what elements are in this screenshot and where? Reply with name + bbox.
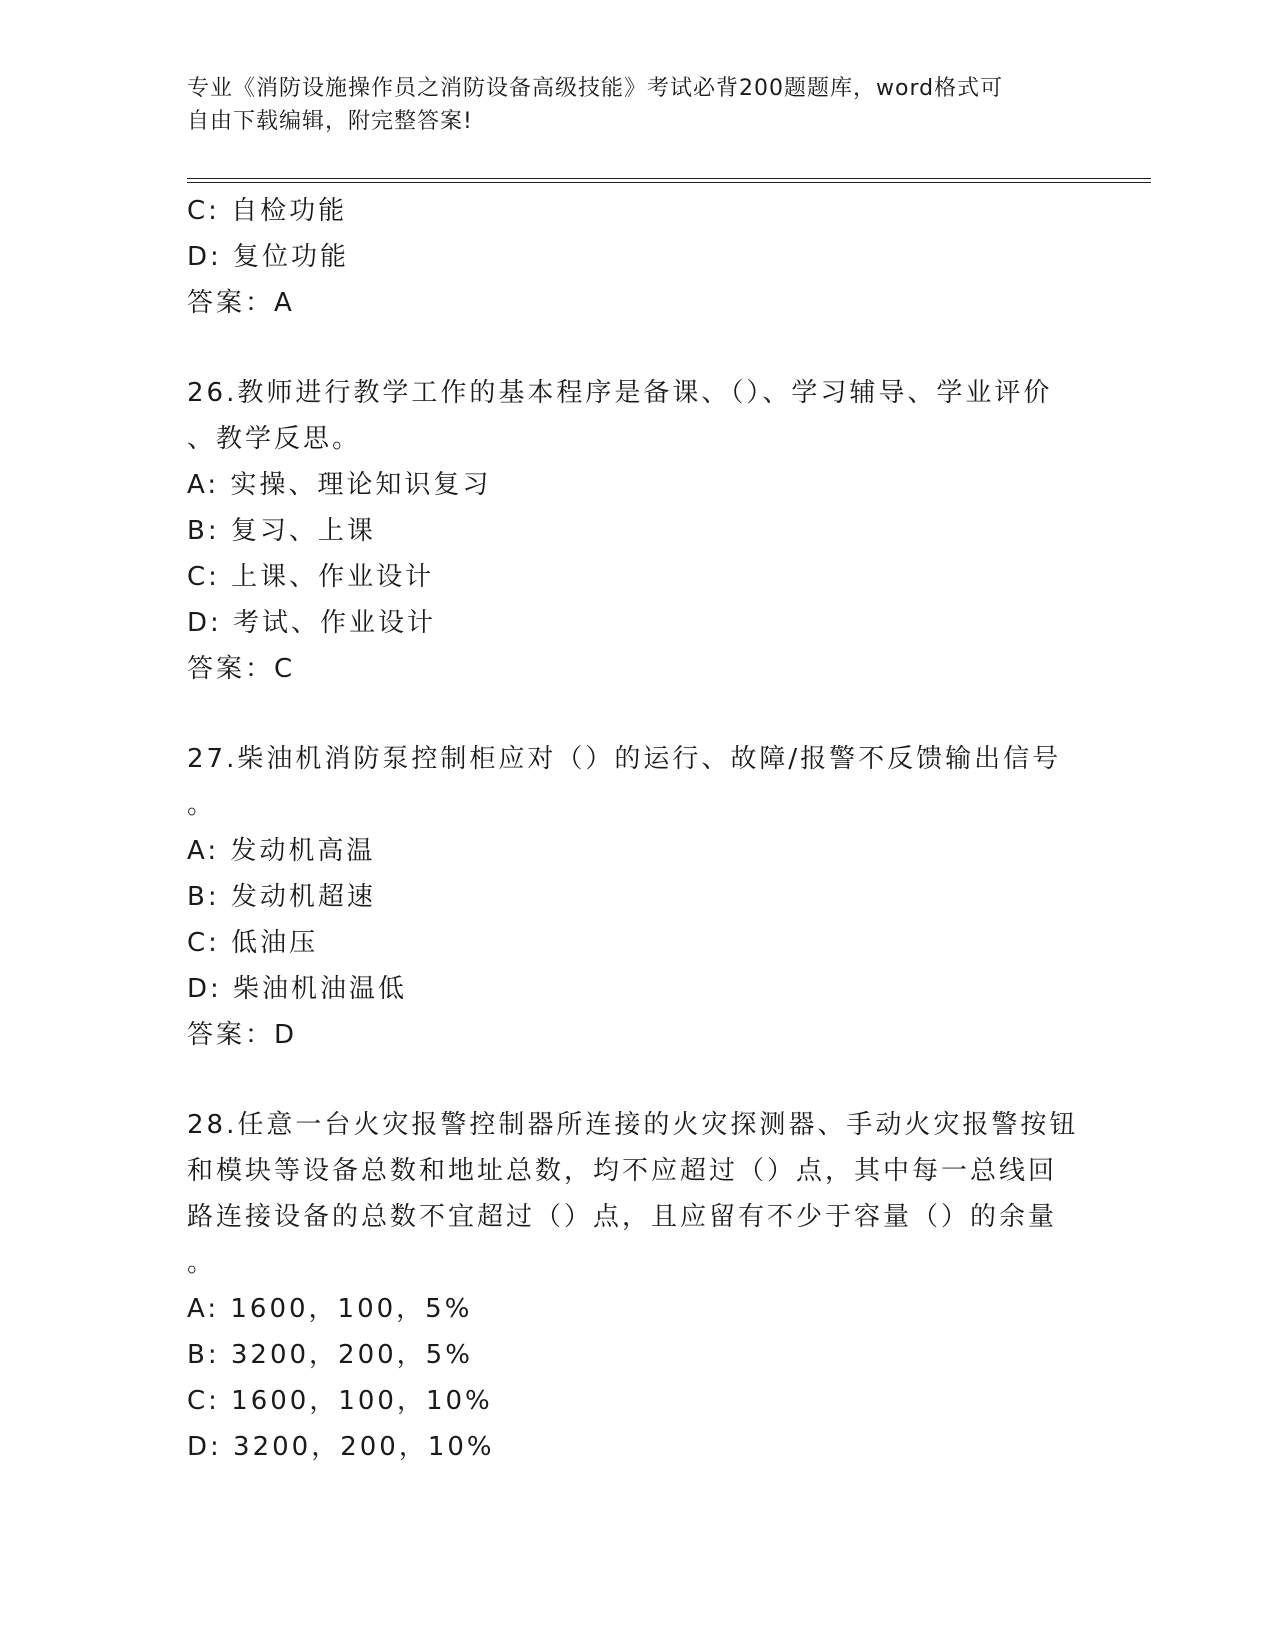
header-line-2: 自由下载编辑，附完整答案!	[187, 109, 473, 134]
option-a: A: 发动机高温	[187, 836, 376, 866]
option-c: C: 低油压	[187, 928, 319, 958]
option-c: C: 上课、作业设计	[187, 562, 435, 592]
option-d: D: 复位功能	[187, 242, 350, 272]
spacer	[187, 1058, 1087, 1102]
answer-line: 答案：C	[187, 654, 296, 684]
document-header	[187, 72, 1067, 138]
option-b: B: 复习、上课	[187, 516, 376, 546]
spacer	[187, 692, 1087, 736]
question-text-line: 27.柴油机消防泵控制柜应对（）的运行、故障/报警不反馈输出信号	[187, 744, 1062, 774]
answer-line: 答案：A	[187, 288, 295, 318]
question-27	[187, 736, 1087, 1058]
spacer	[187, 326, 1087, 370]
question-text-line: 。	[187, 1248, 217, 1278]
question-text-line: 、教学反思。	[187, 424, 362, 454]
option-d: D: 3200，200，10%	[187, 1432, 495, 1462]
option-d: D: 考试、作业设计	[187, 608, 437, 638]
option-b: B: 发动机超速	[187, 882, 376, 912]
question-text-line: 路连接设备的总数不宜超过（）点，且应留有不少于容量（）的余量	[187, 1202, 1058, 1232]
option-c: C: 自检功能	[187, 196, 348, 226]
question-25-tail	[187, 188, 1087, 326]
document-body	[187, 188, 1087, 1470]
question-26	[187, 370, 1087, 692]
header-double-rule	[187, 178, 1151, 183]
answer-line: 答案：D	[187, 1020, 298, 1050]
option-b: B: 3200，200，5%	[187, 1340, 473, 1370]
option-c: C: 1600，100，10%	[187, 1386, 493, 1416]
question-text-line: 28.任意一台火灾报警控制器所连接的火灾探测器、手动火灾报警按钮	[187, 1110, 1079, 1140]
question-text-line: 和模块等设备总数和地址总数，均不应超过（）点，其中每一总线回	[187, 1156, 1058, 1186]
header-line-1: 专业《消防设施操作员之消防设备高级技能》考试必背200题题库，word格式可	[187, 76, 1004, 101]
question-text-line: 26.教师进行教学工作的基本程序是备课、（）、学习辅导、学业评价	[187, 378, 1053, 408]
question-28	[187, 1102, 1087, 1470]
option-d: D: 柴油机油温低	[187, 974, 408, 1004]
option-a: A: 1600，100，5%	[187, 1294, 473, 1324]
option-a: A: 实操、理论知识复习	[187, 470, 492, 500]
question-text-line: 。	[187, 790, 217, 820]
